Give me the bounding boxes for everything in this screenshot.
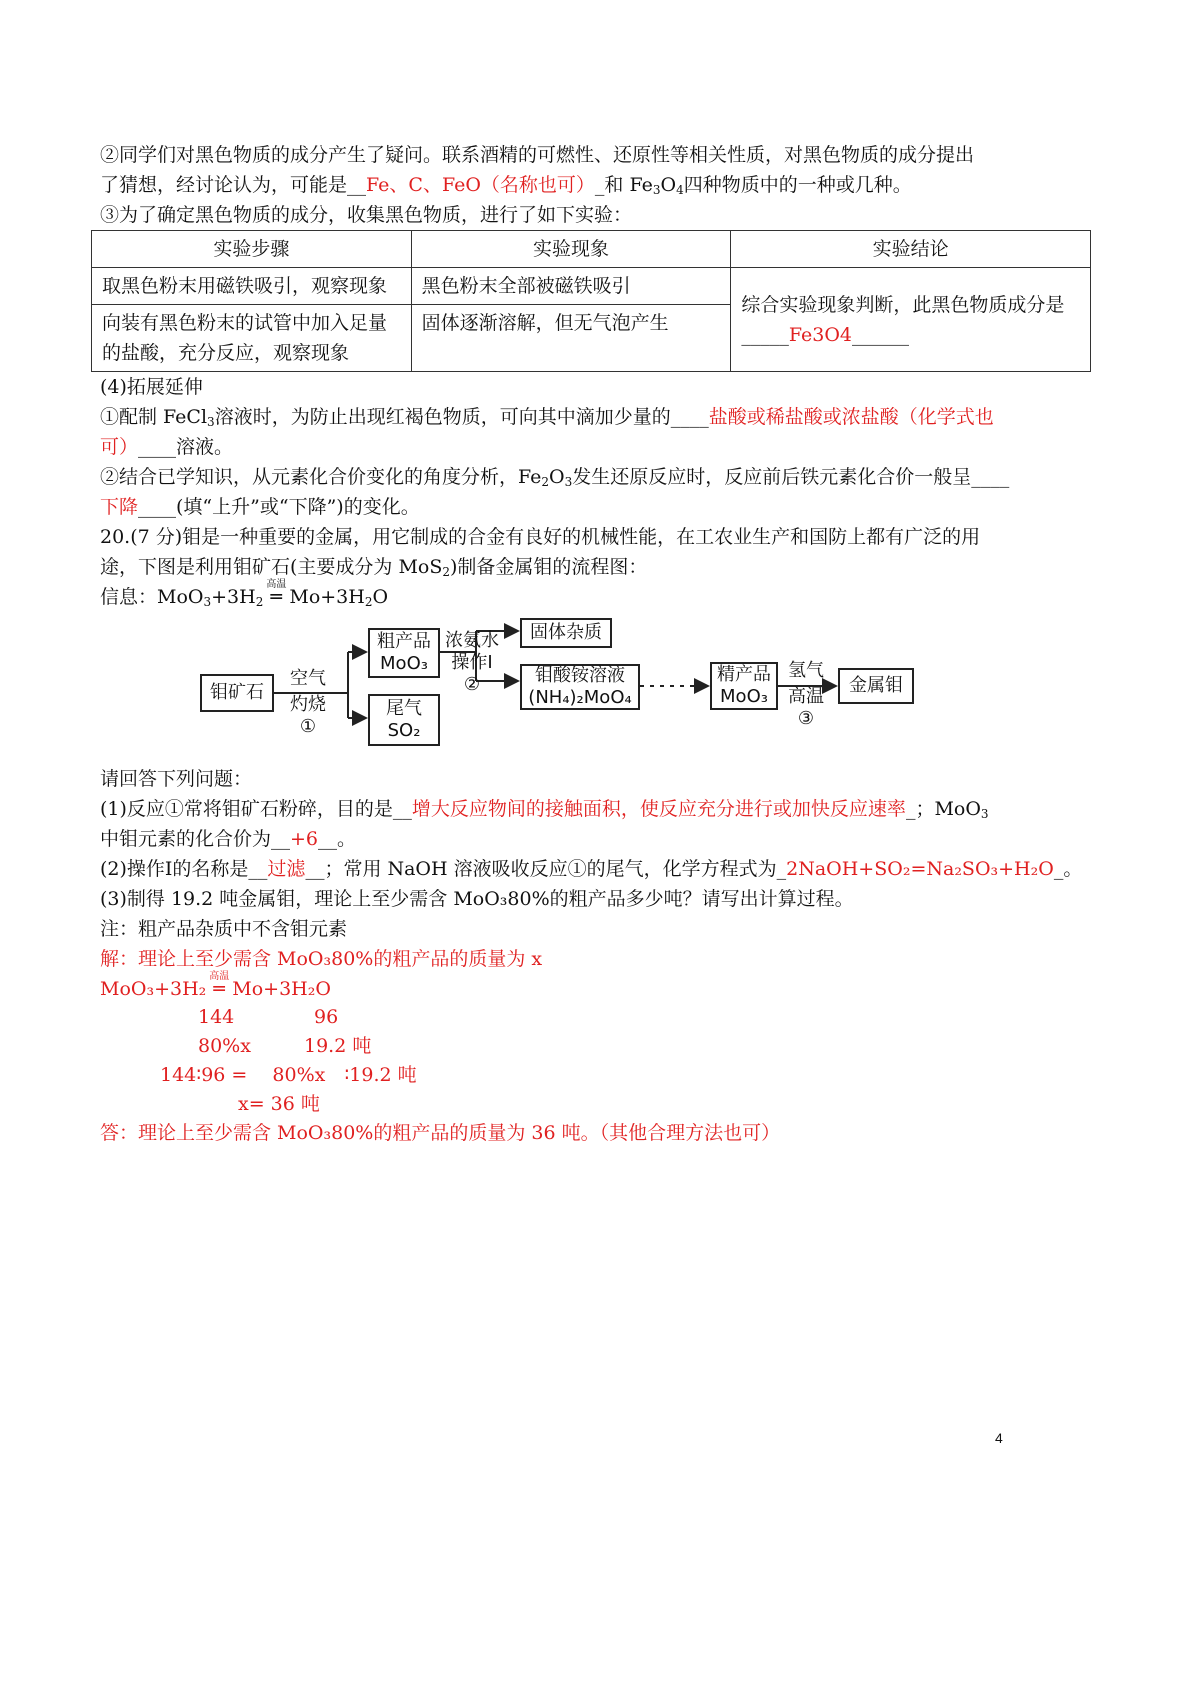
q19-part4-item2-cont: 下降____(填“上升”或“下降”)的变化。 — [100, 496, 420, 518]
q20-line2: 途，下图是利用钼矿石(主要成分为 MoS$_2$)制备金属钼的流程图： — [100, 556, 648, 579]
question-note: 注：粗产品杂质中不含钼元素 — [100, 918, 348, 940]
table-header: 实验现象 — [411, 231, 731, 268]
answer-q2-operation: 过滤 — [267, 858, 306, 880]
molar-mass-2: 96 — [314, 1006, 339, 1028]
answer-conclusion: Fe3O4 — [788, 323, 852, 346]
step2-number: ② — [463, 674, 481, 695]
q19-part2-line2: 了猜想，经讨论认为，可能是__Fe、C、FeO（名称也可）_和 $Fe_3O_4$四种物质中的一种或几种。 — [100, 174, 912, 197]
q20-info: 信息：$MoO_3+3H_2$ 高温 ═ $Mo+3H_2O$ — [100, 582, 1110, 612]
fine-product-box: 精产品 MoO₃ — [710, 662, 778, 710]
q19-part3-intro: ③为了确定黑色物质的成分，收集黑色物质，进行了如下实验： — [100, 204, 633, 226]
solution-line1: 解：理论上至少需含 MoO₃80%的粗产品的质量为 x — [100, 948, 543, 970]
question-2: (2)操作Ⅰ的名称是__过滤__；常用 NaOH 溶液吸收反应①的尾气，化学方程式为_2NaOH+SO₂=Na₂SO₃+H₂O_。 — [100, 858, 1083, 880]
equation-equals-sign: 高温 ═ — [209, 971, 230, 1000]
process-flow-diagram — [200, 618, 960, 758]
table-cell: 取黑色粉末用磁铁吸引，观察现象 — [92, 268, 412, 305]
experiment-table — [91, 230, 1091, 372]
q19-part4-item2: ②结合已学知识，从元素化合价变化的角度分析，$Fe_2O_3$发生还原反应时，反应前后铁元素化合价一般呈____ — [100, 466, 1010, 489]
solid-impurity-box: 固体杂质 — [520, 618, 612, 648]
table-cell: 向装有黑色粉末的试管中加入足量的盐酸，充分反应，观察现象 — [92, 305, 412, 372]
page-number: 4 — [995, 1430, 1003, 1446]
q20-line1: 20.(7 分)钼是一种重要的金属，用它制成的合金有良好的机械性能，在工农业生产和国防上都有广泛的用 — [100, 526, 981, 548]
mass-molybdenum: 19.2 吨 — [304, 1035, 372, 1057]
equation-equals-sign: 高温 ═ — [266, 579, 287, 608]
metal-molybdenum-box: 金属钼 — [838, 668, 914, 704]
step1-number: ① — [299, 716, 317, 737]
q19-part4-item1-cont: 可）____溶液。 — [100, 436, 234, 458]
table-row — [92, 268, 1091, 305]
questions-prompt: 请回答下列问题： — [100, 768, 253, 790]
mass-x: 80%x — [198, 1035, 251, 1057]
tail-gas-box: 尾气 SO₂ — [368, 694, 440, 746]
molar-mass-1: 144 — [198, 1006, 235, 1028]
table-header-row — [92, 231, 1091, 268]
table-cell: 固体逐渐溶解，但无气泡产生 — [411, 305, 731, 372]
step1-condition-top: 空气 — [290, 668, 326, 689]
solution-equation: MoO₃+3H₂ 高温 ═ Mo+3H₂O — [100, 974, 331, 1004]
q19-part4-item1: ①配制 FeCl$_3$溶液时，为防止出现红褐色物质，可向其中滴加少量的____盐酸或稀盐酸或浓盐酸（化学式也 — [100, 406, 994, 429]
answer-q1-valence: +6 — [290, 828, 319, 850]
answer-q2-equation: 2NaOH+SO₂=Na₂SO₃+H₂O — [786, 858, 1054, 880]
step1-condition-mid: 灼烧 — [290, 694, 326, 715]
solution-answer: 答：理论上至少需含 MoO₃80%的粗产品的质量为 36 吨。（其他合理方法也可） — [100, 1122, 781, 1144]
q19-part2-line1: ②同学们对黑色物质的成分产生了疑问。联系酒精的可燃性、还原性等相关性质，对黑色物质的成分提出 — [100, 144, 975, 166]
table-header: 实验结论 — [731, 231, 1091, 268]
step3-number: ③ — [797, 708, 815, 729]
step3-condition-mid: 高温 — [788, 686, 824, 707]
result: x= 36 吨 — [238, 1093, 320, 1115]
conclusion-cell: 综合实验现象判断，此黑色物质成分是_____Fe3O4______ — [731, 268, 1091, 372]
crude-product-box: 粗产品 MoO₃ — [368, 628, 440, 678]
answer-valence-change: 下降 — [100, 496, 139, 518]
question-3: (3)制得 19.2 吨金属钼，理论上至少需含 MoO₃80%的粗产品多少吨？请写出计算过程。 — [100, 888, 854, 910]
answer-q1-purpose: 增大反应物间的接触面积，使反应充分进行或加快反应速率 — [411, 798, 906, 820]
document-page — [100, 140, 1110, 1154]
proportion: 144∶96 = 80%x ∶19.2 吨 — [160, 1064, 417, 1086]
table-cell: 黑色粉末全部被磁铁吸引 — [411, 268, 731, 305]
question-1-cont: 中钼元素的化合价为__+6__。 — [100, 828, 357, 850]
question-1: (1)反应①常将钼矿石粉碎，目的是__增大反应物间的接触面积，使反应充分进行或加快反应速率_；MoO$_3$ — [100, 798, 989, 821]
ammonium-molybdate-box: 钼酸铵溶液 (NH₄)₂MoO₄ — [520, 664, 640, 710]
table-header: 实验步骤 — [92, 231, 412, 268]
answer-acid: 盐酸或稀盐酸或浓盐酸（化学式也 — [708, 406, 994, 428]
ore-box: 钼矿石 — [200, 674, 274, 712]
step2-condition-mid: 操作Ⅰ — [451, 652, 493, 673]
solution-block — [100, 944, 1110, 1154]
step3-condition-top: 氢气 — [788, 660, 824, 681]
answer-black-substance: Fe、C、FeO（名称也可） — [366, 174, 595, 196]
step2-condition-top: 浓氨水 — [445, 630, 499, 651]
q19-part4-heading: (4)拓展延伸 — [100, 376, 203, 398]
